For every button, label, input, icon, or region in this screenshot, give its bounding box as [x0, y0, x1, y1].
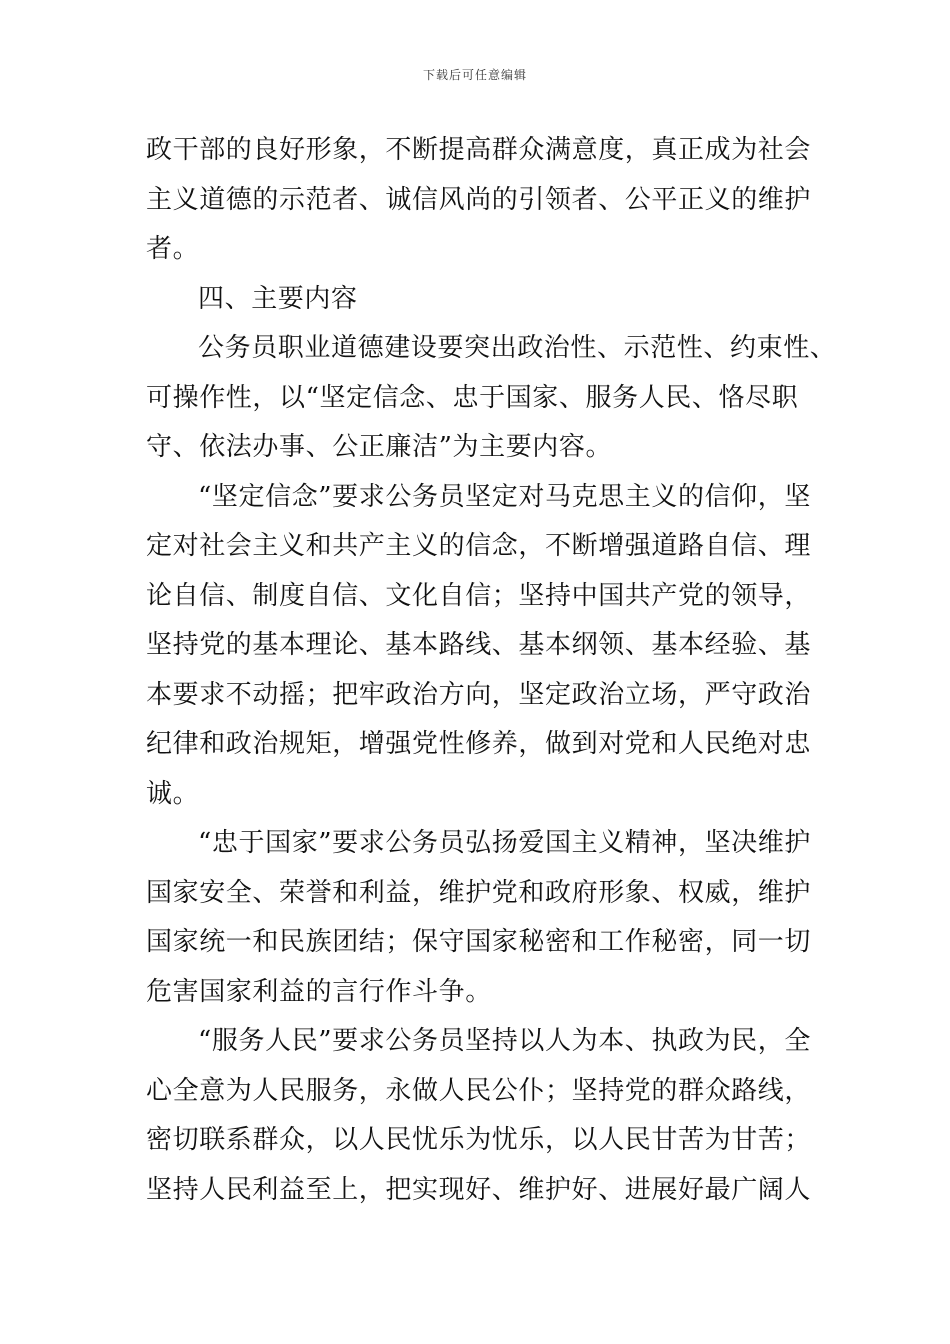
text-line: 政干部的良好形象，不断提高群众满意度，真正成为社会 [146, 135, 812, 165]
text-line: 论自信、制度自信、文化自信；坚持中国共产党的领导， [146, 580, 812, 611]
text-line: 诚。 [146, 778, 200, 809]
document-body [146, 126, 837, 1215]
page-header-note: 下载后可任意编辑 [422, 68, 527, 82]
text-line: 坚持人民利益至上，把实现好、维护好、进展好最广阔人 [146, 1174, 812, 1205]
text-line: 本要求不动摇；把牢政治方向，坚定政治立场，严守政治 [146, 679, 812, 710]
text-line: 公务员职业道德建设要突出政治性、示范性、约束性、 [198, 333, 837, 363]
text-line: 密切联系群众，以人民忧乐为忧乐，以人民甘苦为甘苦； [146, 1125, 812, 1155]
text-line: “服务人民”要求公务员坚持以人为本、执政为民，全 [198, 1026, 811, 1056]
text-line: 危害国家利益的言行作斗争。 [146, 976, 492, 1007]
text-line: 守、依法办事、公正廉洁”为主要内容。 [146, 432, 613, 462]
text-line: 国家安全、荣誉和利益，维护党和政府形象、权威，维护 [146, 877, 812, 908]
text-line: 可操作性，以“坚定信念、忠于国家、服务人民、恪尽职 [146, 382, 799, 413]
text-line: 主义道德的示范者、诚信风尚的引领者、公平正义的维护 [146, 184, 812, 215]
text-line: 心全意为人民服务，永做人民公仆；坚持党的群众路线， [146, 1075, 812, 1106]
text-line: 者。 [146, 234, 200, 264]
text-line: 四、主要内容 [198, 283, 358, 314]
text-line: 坚持党的基本理论、基本路线、基本纲领、基本经验、基 [146, 630, 812, 660]
text-line: “忠于国家”要求公务员弘扬爱国主义精神，坚决维护 [198, 828, 811, 858]
text-line: 纪律和政治规矩，增强党性修养，做到对党和人民绝对忠 [146, 729, 812, 759]
text-line: 国家统一和民族团结；保守国家秘密和工作秘密，同一切 [146, 927, 812, 957]
text-line: 定对社会主义和共产主义的信念，不断增强道路自信、理 [146, 531, 812, 561]
text-line: “坚定信念”要求公务员坚定对马克思主义的信仰，坚 [198, 481, 811, 512]
